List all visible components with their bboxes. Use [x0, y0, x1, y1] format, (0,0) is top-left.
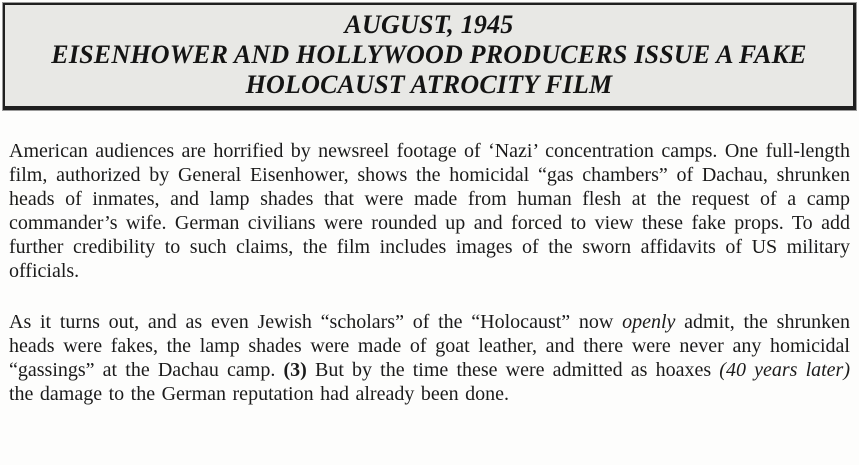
text-segment: (3): [283, 359, 307, 381]
text-segment: openly: [622, 311, 676, 333]
text-segment: the damage to the German reputation had already been done.: [9, 383, 509, 405]
header-title-line: EISENHOWER AND HOLLYWOOD PRODUCERS ISSUE A FAKE: [51, 40, 807, 69]
body-text: [0, 110, 859, 406]
paragraph: [9, 139, 850, 283]
text-segment: admit, the shrunken heads were fakes, the lamp shades were made of goat leather, and there were never any homicidal “gassings” at the Dachau camp.: [9, 311, 850, 381]
text-segment: As it turns out, and as even Jewish “scholars” of the “Holocaust” now: [9, 311, 623, 333]
text-segment: (40 years later): [719, 359, 850, 381]
header-box: [3, 3, 856, 110]
header-title-line: HOLOCAUST ATROCITY FILM: [245, 70, 613, 99]
text-segment: But by the time these were admitted as hoaxes: [306, 359, 720, 381]
paragraph: [9, 310, 850, 406]
document-page: [0, 3, 859, 465]
text-segment: American audiences are horrified by newsreel footage of ‘Nazi’ concentration camps. One full-length film, authorized by General Eisenhower, shows the homicidal “gas chambers” of Dachau, shrunken heads of inmates, and lamp shades that were made from human flesh at the request of a camp commander’s wife. German civilians were rounded up and forced to view these fake props. To add further credibility to such claims, the film includes images of the sworn affidavits of US military officials.: [9, 140, 850, 282]
header-date-line: AUGUST, 1945: [344, 10, 514, 39]
